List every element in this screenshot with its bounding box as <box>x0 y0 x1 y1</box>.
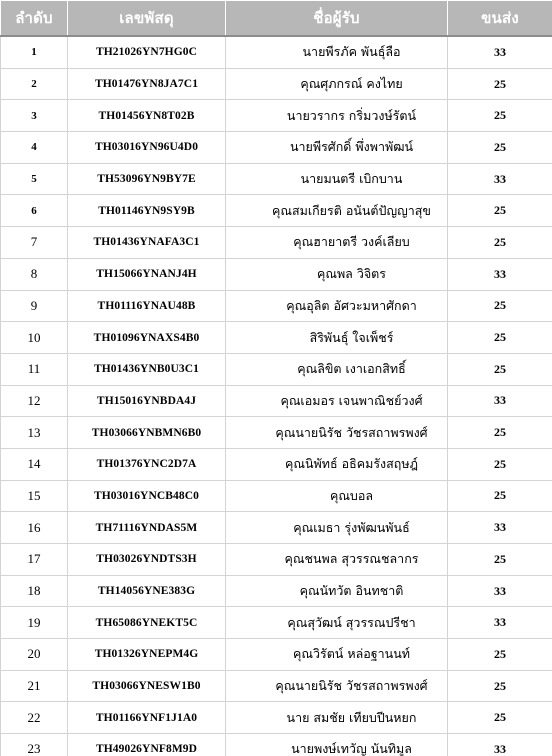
tracking-number-cell[interactable]: TH01436YNAFA3C1 <box>68 227 226 259</box>
table-row <box>1 353 552 385</box>
recipient-name-cell[interactable]: นาย สมชัย เทียบปีนหยก <box>226 702 448 734</box>
tracking-number-cell[interactable]: TH03066YNESW1B0 <box>68 670 226 702</box>
tracking-number-cell[interactable]: TH01476YN8JA7C1 <box>68 68 226 100</box>
tracking-number-cell[interactable]: TH71116YNDAS5M <box>68 512 226 544</box>
shipping-cost-cell[interactable]: 25 <box>448 670 552 702</box>
table-row <box>1 385 552 417</box>
table-row <box>1 100 552 132</box>
table-row <box>1 607 552 639</box>
tracking-number-cell[interactable]: TH01116YNAU48B <box>68 290 226 322</box>
recipient-name-cell[interactable]: คุณเอมอร เจนพาณิชย์วงศ์ <box>226 385 448 417</box>
header-no[interactable]: ลำดับ <box>1 1 68 37</box>
row-number-cell[interactable]: 12 <box>1 385 68 417</box>
tracking-number-cell[interactable]: TH53096YN9BY7E <box>68 163 226 195</box>
shipping-cost-cell[interactable]: 25 <box>448 544 552 576</box>
table-row <box>1 290 552 322</box>
row-number-cell[interactable]: 23 <box>1 734 68 756</box>
row-number-cell[interactable]: 11 <box>1 353 68 385</box>
shipping-cost-cell[interactable]: 33 <box>448 575 552 607</box>
row-number-cell[interactable]: 5 <box>1 163 68 195</box>
table-row <box>1 639 552 671</box>
recipient-name-cell[interactable]: คุณนิพัทธ์ อธิคมรังสฤษฎ์ <box>226 448 448 480</box>
recipient-name-cell[interactable]: สิริพันธุ์ ใจเพ็ชร์ <box>226 322 448 354</box>
recipient-name-cell[interactable]: คุณลิขิต เงาเอกสิทธิ์ <box>226 353 448 385</box>
row-number-cell[interactable]: 20 <box>1 639 68 671</box>
recipient-name-cell[interactable]: คุณนายนิรัช วัชรสถาพรพงศ์ <box>226 670 448 702</box>
recipient-name-cell[interactable]: นายพีรภัค พันธุ์ลือ <box>226 36 448 68</box>
tracking-number-cell[interactable]: TH03066YNBMN6B0 <box>68 417 226 449</box>
recipient-name-cell[interactable]: นายวรากร กริ่มวงษ์รัตน์ <box>226 100 448 132</box>
row-number-cell[interactable]: 21 <box>1 670 68 702</box>
table-row <box>1 734 552 756</box>
shipping-cost-cell[interactable]: 25 <box>448 132 552 164</box>
tracking-number-cell[interactable]: TH14056YNE383G <box>68 575 226 607</box>
row-number-cell[interactable]: 1 <box>1 36 68 68</box>
tracking-number-cell[interactable]: TH21026YN7HG0C <box>68 36 226 68</box>
shipping-cost-cell[interactable]: 33 <box>448 36 552 68</box>
recipient-name-cell[interactable]: คุณสุวัฒน์ สุวรรณปรีชา <box>226 607 448 639</box>
row-number-cell[interactable]: 9 <box>1 290 68 322</box>
table-row <box>1 417 552 449</box>
shipping-cost-cell[interactable]: 25 <box>448 639 552 671</box>
recipient-name-cell[interactable]: คุณนายนิรัช วัชรสถาพรพงศ์ <box>226 417 448 449</box>
tracking-number-cell[interactable]: TH03016YNCB48C0 <box>68 480 226 512</box>
row-number-cell[interactable]: 10 <box>1 322 68 354</box>
row-number-cell[interactable]: 18 <box>1 575 68 607</box>
shipping-cost-cell[interactable]: 33 <box>448 163 552 195</box>
table-row <box>1 163 552 195</box>
shipping-cost-cell[interactable]: 33 <box>448 734 552 756</box>
table-header <box>1 1 552 37</box>
recipient-name-cell[interactable]: คุณนัทวัต อินทชาติ <box>226 575 448 607</box>
tracking-number-cell[interactable]: TH03016YN96U4D0 <box>68 132 226 164</box>
shipping-cost-cell[interactable]: 33 <box>448 607 552 639</box>
recipient-name-cell[interactable]: นายพงษ์เทวัญ นันทิมูล <box>226 734 448 756</box>
recipient-name-cell[interactable]: คุณวิรัตน์ หล่อฐานนท์ <box>226 639 448 671</box>
tracking-number-cell[interactable]: TH01166YNF1J1A0 <box>68 702 226 734</box>
shipping-cost-cell[interactable]: 33 <box>448 258 552 290</box>
shipping-cost-cell[interactable]: 25 <box>448 480 552 512</box>
shipping-cost-cell[interactable]: 33 <box>448 385 552 417</box>
table-body <box>1 36 552 756</box>
tracking-number-cell[interactable]: TH01436YNB0U3C1 <box>68 353 226 385</box>
recipient-name-cell[interactable]: นายพีรศักดิ์ พึ่งพาพัฒน์ <box>226 132 448 164</box>
shipping-cost-cell[interactable]: 25 <box>448 353 552 385</box>
shipping-cost-cell[interactable]: 25 <box>448 702 552 734</box>
tracking-number-cell[interactable]: TH01096YNAXS4B0 <box>68 322 226 354</box>
shipping-cost-cell[interactable]: 25 <box>448 448 552 480</box>
table-row <box>1 322 552 354</box>
tracking-number-cell[interactable]: TH01456YN8T02B <box>68 100 226 132</box>
recipient-name-cell[interactable]: คุณศุภกรณ์ คงไทย <box>226 68 448 100</box>
row-number-cell[interactable]: 2 <box>1 68 68 100</box>
table-row <box>1 575 552 607</box>
table-row <box>1 670 552 702</box>
tracking-number-cell[interactable]: TH65086YNEKT5C <box>68 607 226 639</box>
tracking-number-cell[interactable]: TH15066YNANJ4H <box>68 258 226 290</box>
row-number-cell[interactable]: 13 <box>1 417 68 449</box>
row-number-cell[interactable]: 4 <box>1 132 68 164</box>
table-row <box>1 512 552 544</box>
table-row <box>1 480 552 512</box>
shipping-cost-cell[interactable]: 25 <box>448 322 552 354</box>
table-row <box>1 227 552 259</box>
row-number-cell[interactable]: 3 <box>1 100 68 132</box>
row-number-cell[interactable]: 7 <box>1 227 68 259</box>
table-row <box>1 36 552 68</box>
table-row <box>1 195 552 227</box>
tracking-number-cell[interactable]: TH01146YN9SY9B <box>68 195 226 227</box>
row-number-cell[interactable]: 22 <box>1 702 68 734</box>
shipping-cost-cell[interactable]: 25 <box>448 227 552 259</box>
header-recipient[interactable]: ชื่อผู้รับ <box>226 1 448 37</box>
header-tracking[interactable]: เลขพัสดุ <box>68 1 226 37</box>
header-row <box>1 1 552 37</box>
recipient-name-cell[interactable]: คุณสมเกียรติ อนันต์ปัญญาสุข <box>226 195 448 227</box>
tracking-number-cell[interactable]: TH49026YNF8M9D <box>68 734 226 756</box>
recipient-name-cell[interactable]: คุณฮายาตรี วงค์เลียบ <box>226 227 448 259</box>
shipping-cost-cell[interactable]: 25 <box>448 100 552 132</box>
row-number-cell[interactable]: 19 <box>1 607 68 639</box>
recipient-name-cell[interactable]: คุณพล วิจิตร <box>226 258 448 290</box>
row-number-cell[interactable]: 8 <box>1 258 68 290</box>
shipping-cost-cell[interactable]: 25 <box>448 195 552 227</box>
table-row <box>1 68 552 100</box>
table-row <box>1 132 552 164</box>
header-qty[interactable]: ขนส่ง <box>448 1 552 37</box>
table-row <box>1 544 552 576</box>
shipping-cost-cell[interactable]: 25 <box>448 290 552 322</box>
row-number-cell[interactable]: 16 <box>1 512 68 544</box>
table-row <box>1 702 552 734</box>
table-row <box>1 448 552 480</box>
table-row <box>1 258 552 290</box>
tracking-number-cell[interactable]: TH01376YNC2D7A <box>68 448 226 480</box>
shipping-cost-cell[interactable]: 25 <box>448 68 552 100</box>
recipient-name-cell[interactable]: คุณอุลิต อัศวะมหาศักดา <box>226 290 448 322</box>
row-number-cell[interactable]: 17 <box>1 544 68 576</box>
tracking-number-cell[interactable]: TH01326YNEPM4G <box>68 639 226 671</box>
row-number-cell[interactable]: 15 <box>1 480 68 512</box>
shipping-cost-cell[interactable]: 25 <box>448 417 552 449</box>
recipient-name-cell[interactable]: คุณเมธา รุ่งพัฒนพันธ์ <box>226 512 448 544</box>
tracking-number-cell[interactable]: TH15016YNBDA4J <box>68 385 226 417</box>
recipient-name-cell[interactable]: คุณบอล <box>226 480 448 512</box>
row-number-cell[interactable]: 6 <box>1 195 68 227</box>
row-number-cell[interactable]: 14 <box>1 448 68 480</box>
tracking-number-cell[interactable]: TH03026YNDTS3H <box>68 544 226 576</box>
recipient-name-cell[interactable]: นายมนตรี เบิกบาน <box>226 163 448 195</box>
recipient-name-cell[interactable]: คุณชนพล สุวรรณชลากร <box>226 544 448 576</box>
shipping-cost-cell[interactable]: 33 <box>448 512 552 544</box>
